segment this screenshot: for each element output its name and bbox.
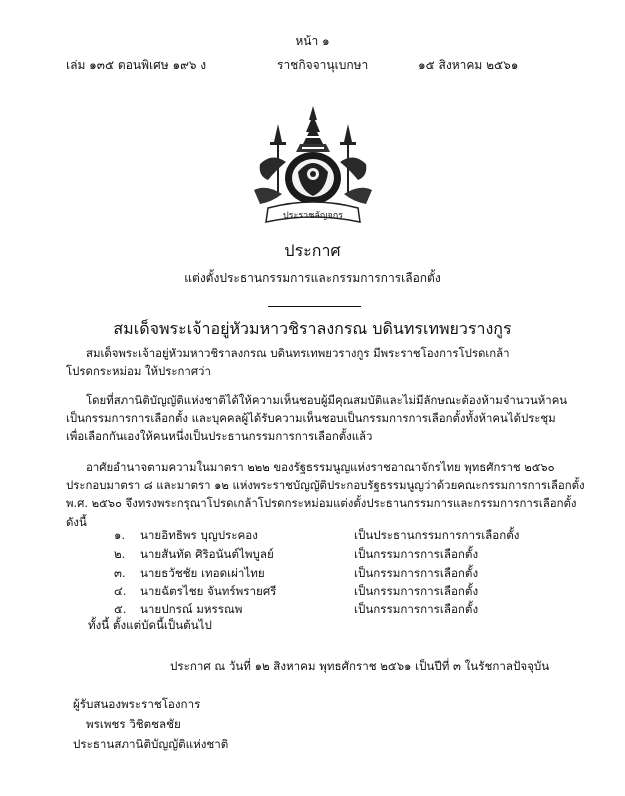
appointee-name: นายธวัชชัย เทอดเผ่าไทย <box>140 566 265 580</box>
paragraph-2-continued <box>66 409 556 446</box>
emblem-ribbon-text: ประราชลัญจกร <box>282 211 344 221</box>
proclamation-date: ประกาศ ณ วันที่ ๑๒ สิงหาคม พุทธศักราช ๒๕๖๑ เป็นปีที่ ๓ ในรัชกาลปัจจุบัน <box>170 659 550 673</box>
paragraph-2-line-2: เป็นกรรมการการเลือกตั้ง และบุคคลผู้ได้รับความเห็นชอบเป็นกรรมการการเลือกตั้งทั้งห้าคนได้ประชุม <box>66 411 556 425</box>
appointee-name: นายฉัตรไชย จันทร์พรายศรี <box>140 584 277 598</box>
paragraph-1-line-1: สมเด็จพระเจ้าอยู่หัวมหาวชิราลงกรณ บดินทรเทพยวรางกูร มีพระราชโองการโปรดเกล้า <box>86 346 510 360</box>
appointee-position: เป็นกรรมการการเลือกตั้ง <box>354 566 479 580</box>
volume-info: เล่ม ๑๓๕ ตอนพิเศษ ๑๙๖ ง <box>66 58 207 72</box>
appointee-number: ๕. <box>114 602 127 616</box>
page-number: หน้า ๑ <box>295 34 330 48</box>
paragraph-3-continued <box>66 476 585 531</box>
paragraph-1-line-2: โปรดกระหม่อม ให้ประกาศว่า <box>66 364 211 378</box>
gazette-name: ราชกิจจานุเบกษา <box>277 58 369 72</box>
paragraph-1 <box>86 344 510 362</box>
announcement-title: ประกาศ <box>284 241 341 260</box>
appointee-number: ๔. <box>114 584 127 598</box>
appointee-position: เป็นกรรมการการเลือกตั้ง <box>354 584 479 598</box>
countersigner-title: ประธานสภานิติบัญญัติแห่งชาติ <box>73 737 229 751</box>
effective-date-note: ทั้งนี้ ตั้งแต่บัดนี้เป็นต้นไป <box>88 618 212 632</box>
appointee-number: ๑. <box>114 528 126 542</box>
paragraph-3-line-2: ประกอบมาตรา ๘ และมาตรา ๑๒ แห่งพระราชบัญญัติประกอบรัฐธรรมนูญว่าด้วยคณะกรรมการการเลือกตั้ง <box>66 478 585 492</box>
gazette-date: ๑๕ สิงหาคม ๒๕๖๑ <box>418 58 519 72</box>
paragraph-3-line-4: ดังนี้ <box>66 514 87 529</box>
paragraph-3-line-3: พ.ศ. ๒๕๖๐ จึงทรงพระกรุณาโปรดเกล้าโปรดกระหม่อมแต่งตั้งประธานกรรมการและกรรมการการเลือกตั้ง <box>66 496 577 511</box>
appointee-position: เป็นกรรมการการเลือกตั้ง <box>354 547 479 561</box>
countersign-label: ผู้รับสนองพระราชโองการ <box>73 697 201 711</box>
appointee-name: นายปกรณ์ มหรรณพ <box>140 602 243 616</box>
paragraph-3-line-1: อาศัยอำนาจตามความในมาตรา ๒๒๒ ของรัฐธรรมนูญแห่งราชอาณาจักรไทย พุทธศักราช ๒๕๖๐ <box>86 460 555 474</box>
paragraph-1-continued <box>66 362 211 380</box>
appointee-position: เป็นกรรมการการเลือกตั้ง <box>354 602 479 616</box>
appointee-number: ๒. <box>114 547 126 561</box>
king-title: สมเด็จพระเจ้าอยู่หัวมหาวชิราลงกรณ บดินทรเทพยวรางกูร <box>113 319 512 338</box>
announcement-subtitle: แต่งตั้งประธานกรรมการและกรรมการการเลือกตั้ง <box>184 271 441 285</box>
countersigner-name: พรเพชร วิชิตชลชัย <box>86 717 181 731</box>
divider <box>268 306 361 307</box>
garuda-royal-seal-icon <box>246 104 380 230</box>
paragraph-3 <box>86 458 555 476</box>
paragraph-2-line-1: โดยที่สภานิติบัญญัติแห่งชาติได้ให้ความเห็นชอบผู้มีคุณสมบัติและไม่มีลักษณะต้องห้ามจำนวนห้าคน <box>86 393 568 407</box>
appointee-position: เป็นประธานกรรมการการเลือกตั้ง <box>354 528 520 542</box>
appointee-number: ๓. <box>114 566 126 580</box>
paragraph-2 <box>86 391 567 409</box>
appointee-name: นายอิทธิพร บุญประคอง <box>140 528 258 542</box>
appointee-name: นายสันทัด ศิริอนันต์ไพบูลย์ <box>140 547 274 561</box>
paragraph-2-line-3: เพื่อเลือกกันเองให้คนหนึ่งเป็นประธานกรรมการการเลือกตั้งแล้ว <box>66 429 373 444</box>
